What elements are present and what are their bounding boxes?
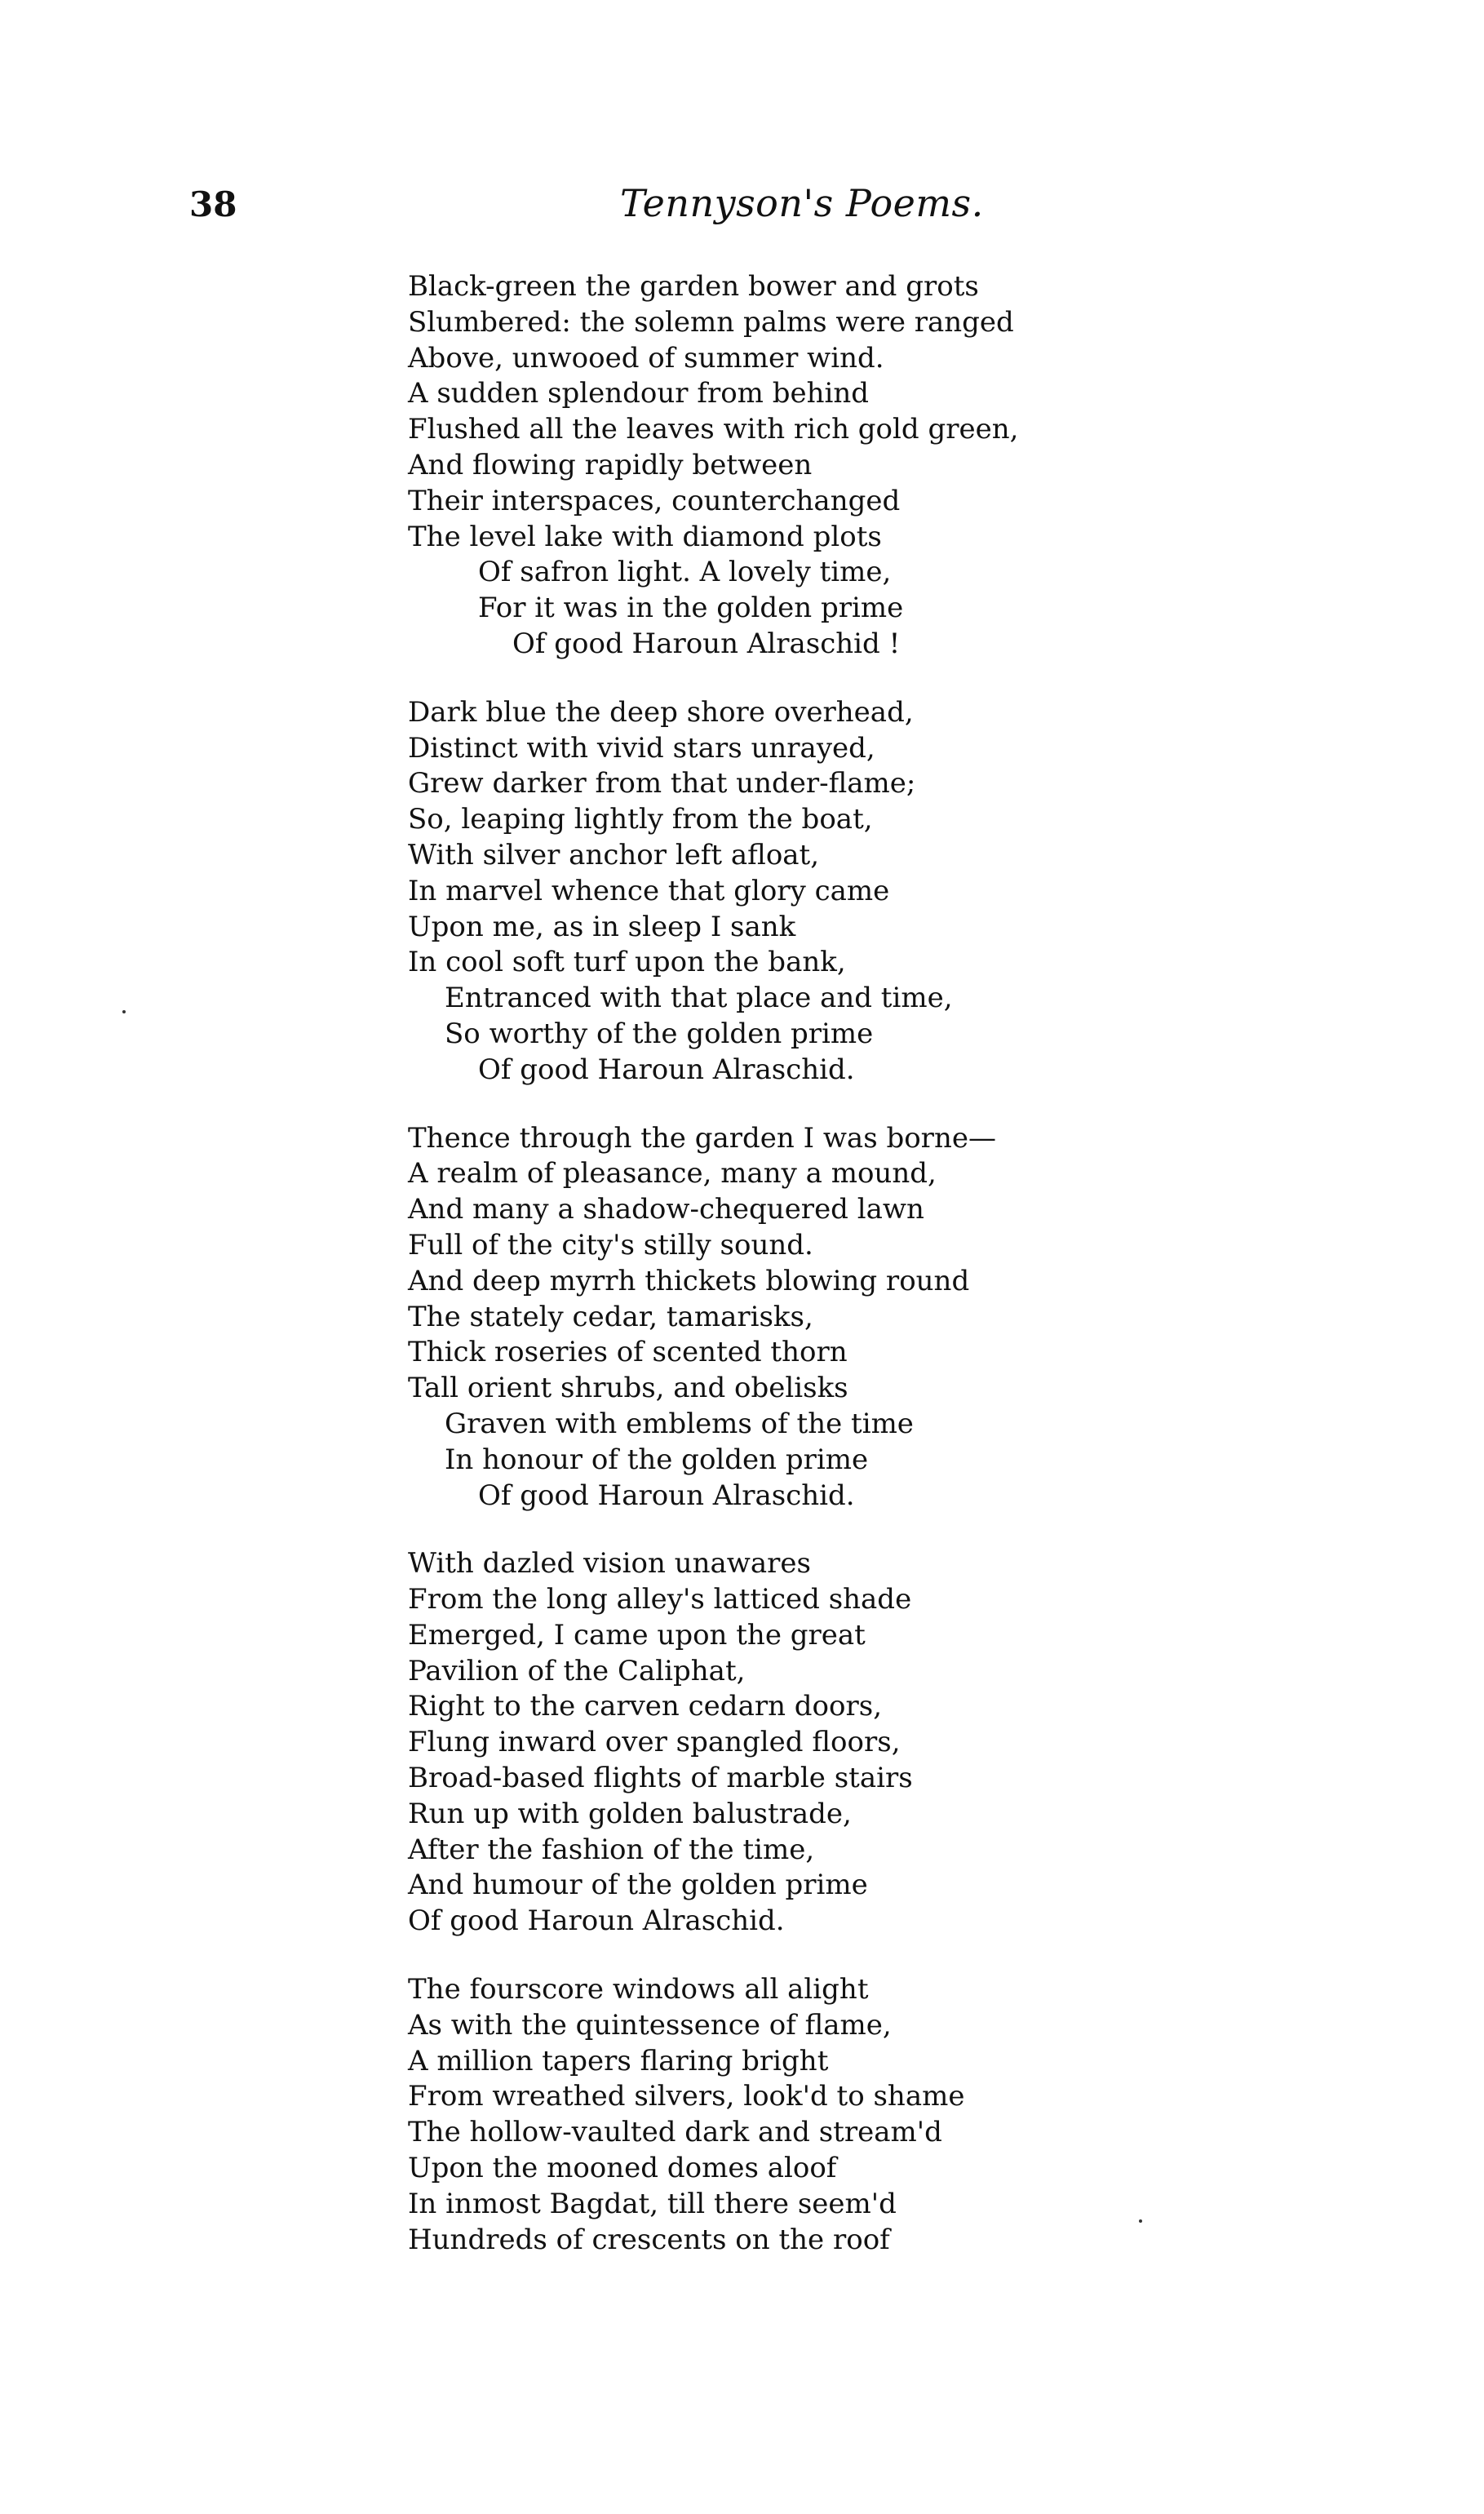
- poem-line: And flowing rapidly between: [408, 448, 813, 481]
- running-title: Tennyson's Poems.: [620, 181, 984, 225]
- poem-line: The level lake with diamond plots: [408, 520, 882, 553]
- poem-line: Graven with emblems of the time: [445, 1407, 914, 1440]
- poem-line: Flung inward over spangled floors,: [408, 1726, 901, 1759]
- stanza: [408, 1972, 1346, 2258]
- poem-line: Broad-based flights of marble stairs: [408, 1762, 913, 1795]
- stanza: [408, 695, 1346, 1089]
- poem-line: With silver anchor left afloat,: [408, 838, 820, 871]
- poem-line: In honour of the golden prime: [445, 1443, 869, 1476]
- poem-line: Of good Haroun Alraschid !: [512, 627, 901, 660]
- poem-line: Slumbered: the solemn palms were ranged: [408, 305, 1014, 339]
- poem-line: Of good Haroun Alraschid.: [408, 1904, 785, 1938]
- poem-line: With dazled vision unawares: [408, 1547, 811, 1581]
- ink-speck: [122, 1010, 126, 1013]
- poem-line: Entranced with that place and time,: [445, 982, 953, 1015]
- poem-line: The stately cedar, tamarisks,: [408, 1300, 813, 1333]
- page-number: 38: [189, 184, 237, 224]
- poem-line: The hollow-vaulted dark and stream'd: [408, 2116, 942, 2149]
- poem-line: Right to the carven cedarn doors,: [408, 1690, 883, 1723]
- poem-line: For it was in the golden prime: [478, 592, 904, 625]
- poem-line: And many a shadow-chequered lawn: [408, 1193, 924, 1226]
- poem-line: Pavilion of the Caliphat,: [408, 1654, 746, 1687]
- poem-line: From wreathed silvers, look'd to shame: [408, 2080, 965, 2113]
- poem-line: Grew darker from that under-flame;: [408, 767, 916, 800]
- poem-line: Thick roseries of scented thorn: [408, 1336, 848, 1369]
- poem-line: Their interspaces, counterchanged: [408, 484, 901, 517]
- poem-line: Of good Haroun Alraschid.: [478, 1479, 855, 1512]
- poem-line: Of good Haroun Alraschid.: [478, 1053, 855, 1086]
- poem-line: Emerged, I came upon the great: [408, 1618, 866, 1652]
- poem-line: And deep myrrh thickets blowing round: [408, 1264, 970, 1297]
- poem-line: The fourscore windows all alight: [408, 1973, 869, 2006]
- stanza: [408, 1546, 1346, 1940]
- ink-speck: [1139, 2219, 1142, 2223]
- poem-line: Above, unwooed of summer wind.: [408, 341, 884, 375]
- poem-line: Thence through the garden I was borne—: [408, 1121, 996, 1155]
- poem-line: Upon me, as in sleep I sank: [408, 910, 796, 943]
- poem-body: [408, 269, 1346, 2258]
- poem-line: Full of the city's stilly sound.: [408, 1228, 813, 1261]
- poem-line: A sudden splendour from behind: [408, 377, 870, 410]
- poem-line: Flushed all the leaves with rich gold green,: [408, 413, 1019, 446]
- poem-line: In marvel whence that glory came: [408, 874, 890, 907]
- poem-line: Tall orient shrubs, and obelisks: [408, 1372, 848, 1405]
- poem-line: Dark blue the deep shore overhead,: [408, 695, 914, 729]
- poem-line: Distinct with vivid stars unrayed,: [408, 731, 875, 765]
- poem-line: Hundreds of crescents on the roof: [408, 2223, 890, 2256]
- poem-line: From the long alley's latticed shade: [408, 1583, 912, 1616]
- poem-line: As with the quintessence of flame,: [408, 2008, 892, 2042]
- poem-line: Of safron light. A lovely time,: [478, 556, 892, 589]
- poem-line: In inmost Bagdat, till there seem'd: [408, 2187, 897, 2220]
- poem-line: In cool soft turf upon the bank,: [408, 946, 846, 979]
- poem-line: Black-green the garden bower and grots: [408, 270, 979, 303]
- poem-line: A million tapers flaring bright: [408, 2044, 829, 2077]
- poem-line: So worthy of the golden prime: [445, 1017, 874, 1050]
- poem-line: So, leaping lightly from the boat,: [408, 803, 873, 836]
- stanza: [408, 1121, 1346, 1514]
- poem-line: Run up with golden balustrade,: [408, 1797, 852, 1830]
- poem-line: Upon the mooned domes aloof: [408, 2152, 837, 2185]
- stanza: [408, 269, 1346, 663]
- poem-line: And humour of the golden prime: [408, 1869, 868, 1902]
- poem-line: After the fashion of the time,: [408, 1833, 815, 1866]
- poem-line: A realm of pleasance, many a mound,: [408, 1157, 937, 1190]
